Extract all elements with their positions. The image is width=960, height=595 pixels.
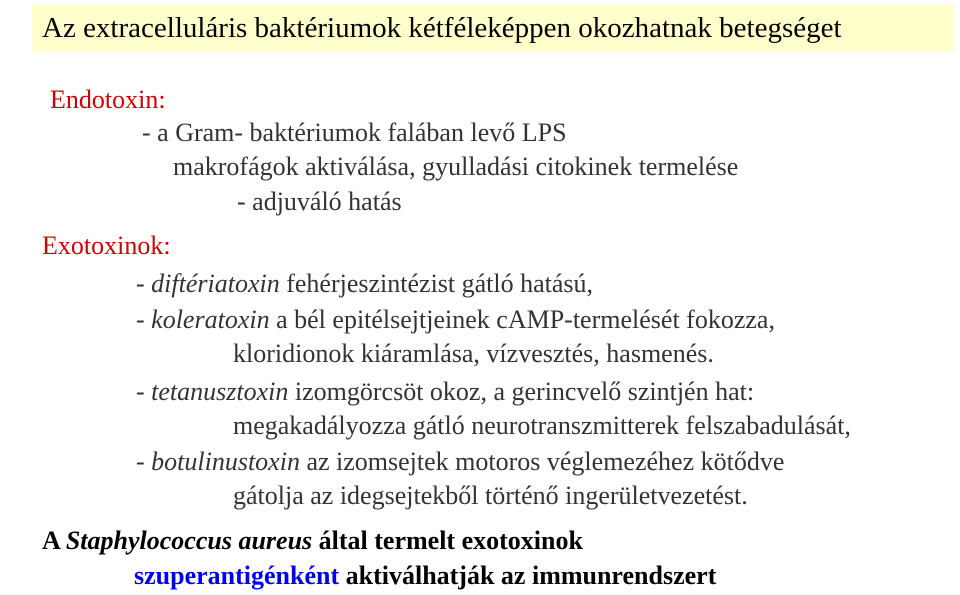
toxin-name: koleratoxin: [151, 305, 270, 334]
exotoxin-heading: Exotoxinok:: [42, 231, 171, 260]
toxin-description: az izomsejtek motoros véglemezéhez kötődve: [299, 447, 785, 476]
staph-line-2: [134, 560, 716, 592]
endotoxin-line-1: - a Gram- baktériumok falában levő LPS: [142, 118, 567, 147]
toxin-description: fehérjeszintézist gátló hatású,: [279, 269, 594, 298]
exotoxin-item-cholera: [136, 304, 775, 336]
botulinum-continuation: gátolja az idegsejtekből történő ingerületvezetést.: [233, 481, 748, 510]
item-dash: -: [136, 377, 152, 406]
item-dash: -: [136, 269, 152, 298]
exotoxin-item-diphtheria: [136, 268, 593, 300]
toxin-name: tetanusztoxin: [151, 377, 289, 406]
staph-line-1: [42, 525, 583, 557]
slide-title: Az extracelluláris baktériumok kétféleképpen okozhatnak betegséget: [42, 12, 842, 44]
item-dash: -: [136, 305, 152, 334]
cholera-continuation: kloridionok kiáramlása, vízvesztés, hasmenés.: [233, 339, 714, 368]
endotoxin-line-3: - adjuváló hatás: [237, 187, 402, 216]
staph-suffix: által termelt exotoxinok: [312, 526, 583, 555]
endotoxin-heading: Endotoxin:: [50, 85, 166, 114]
staph-species: Staphylococcus aureus: [65, 526, 313, 555]
endotoxin-line-2: makrofágok aktiválása, gyulladási citokinek termelése: [173, 152, 739, 181]
staph-prefix: A: [42, 526, 66, 555]
exotoxin-item-tetanus: [136, 376, 754, 408]
exotoxin-item-botulinum: [136, 446, 784, 478]
superantigen-term: szuperantigénként: [134, 561, 340, 590]
item-dash: -: [136, 447, 152, 476]
staph-rest: aktiválhatják az immunrendszert: [339, 561, 717, 590]
tetanus-continuation: megakadályozza gátló neurotranszmitterek felszabadulását,: [233, 411, 851, 440]
toxin-name: diftériatoxin: [151, 269, 280, 298]
toxin-name: botulinustoxin: [151, 447, 300, 476]
toxin-description: izomgörcsöt okoz, a gerincvelő szintjén hat:: [288, 377, 755, 406]
toxin-description: a bél epitélsejtjeinek cAMP-termelését fokozza,: [269, 305, 775, 334]
